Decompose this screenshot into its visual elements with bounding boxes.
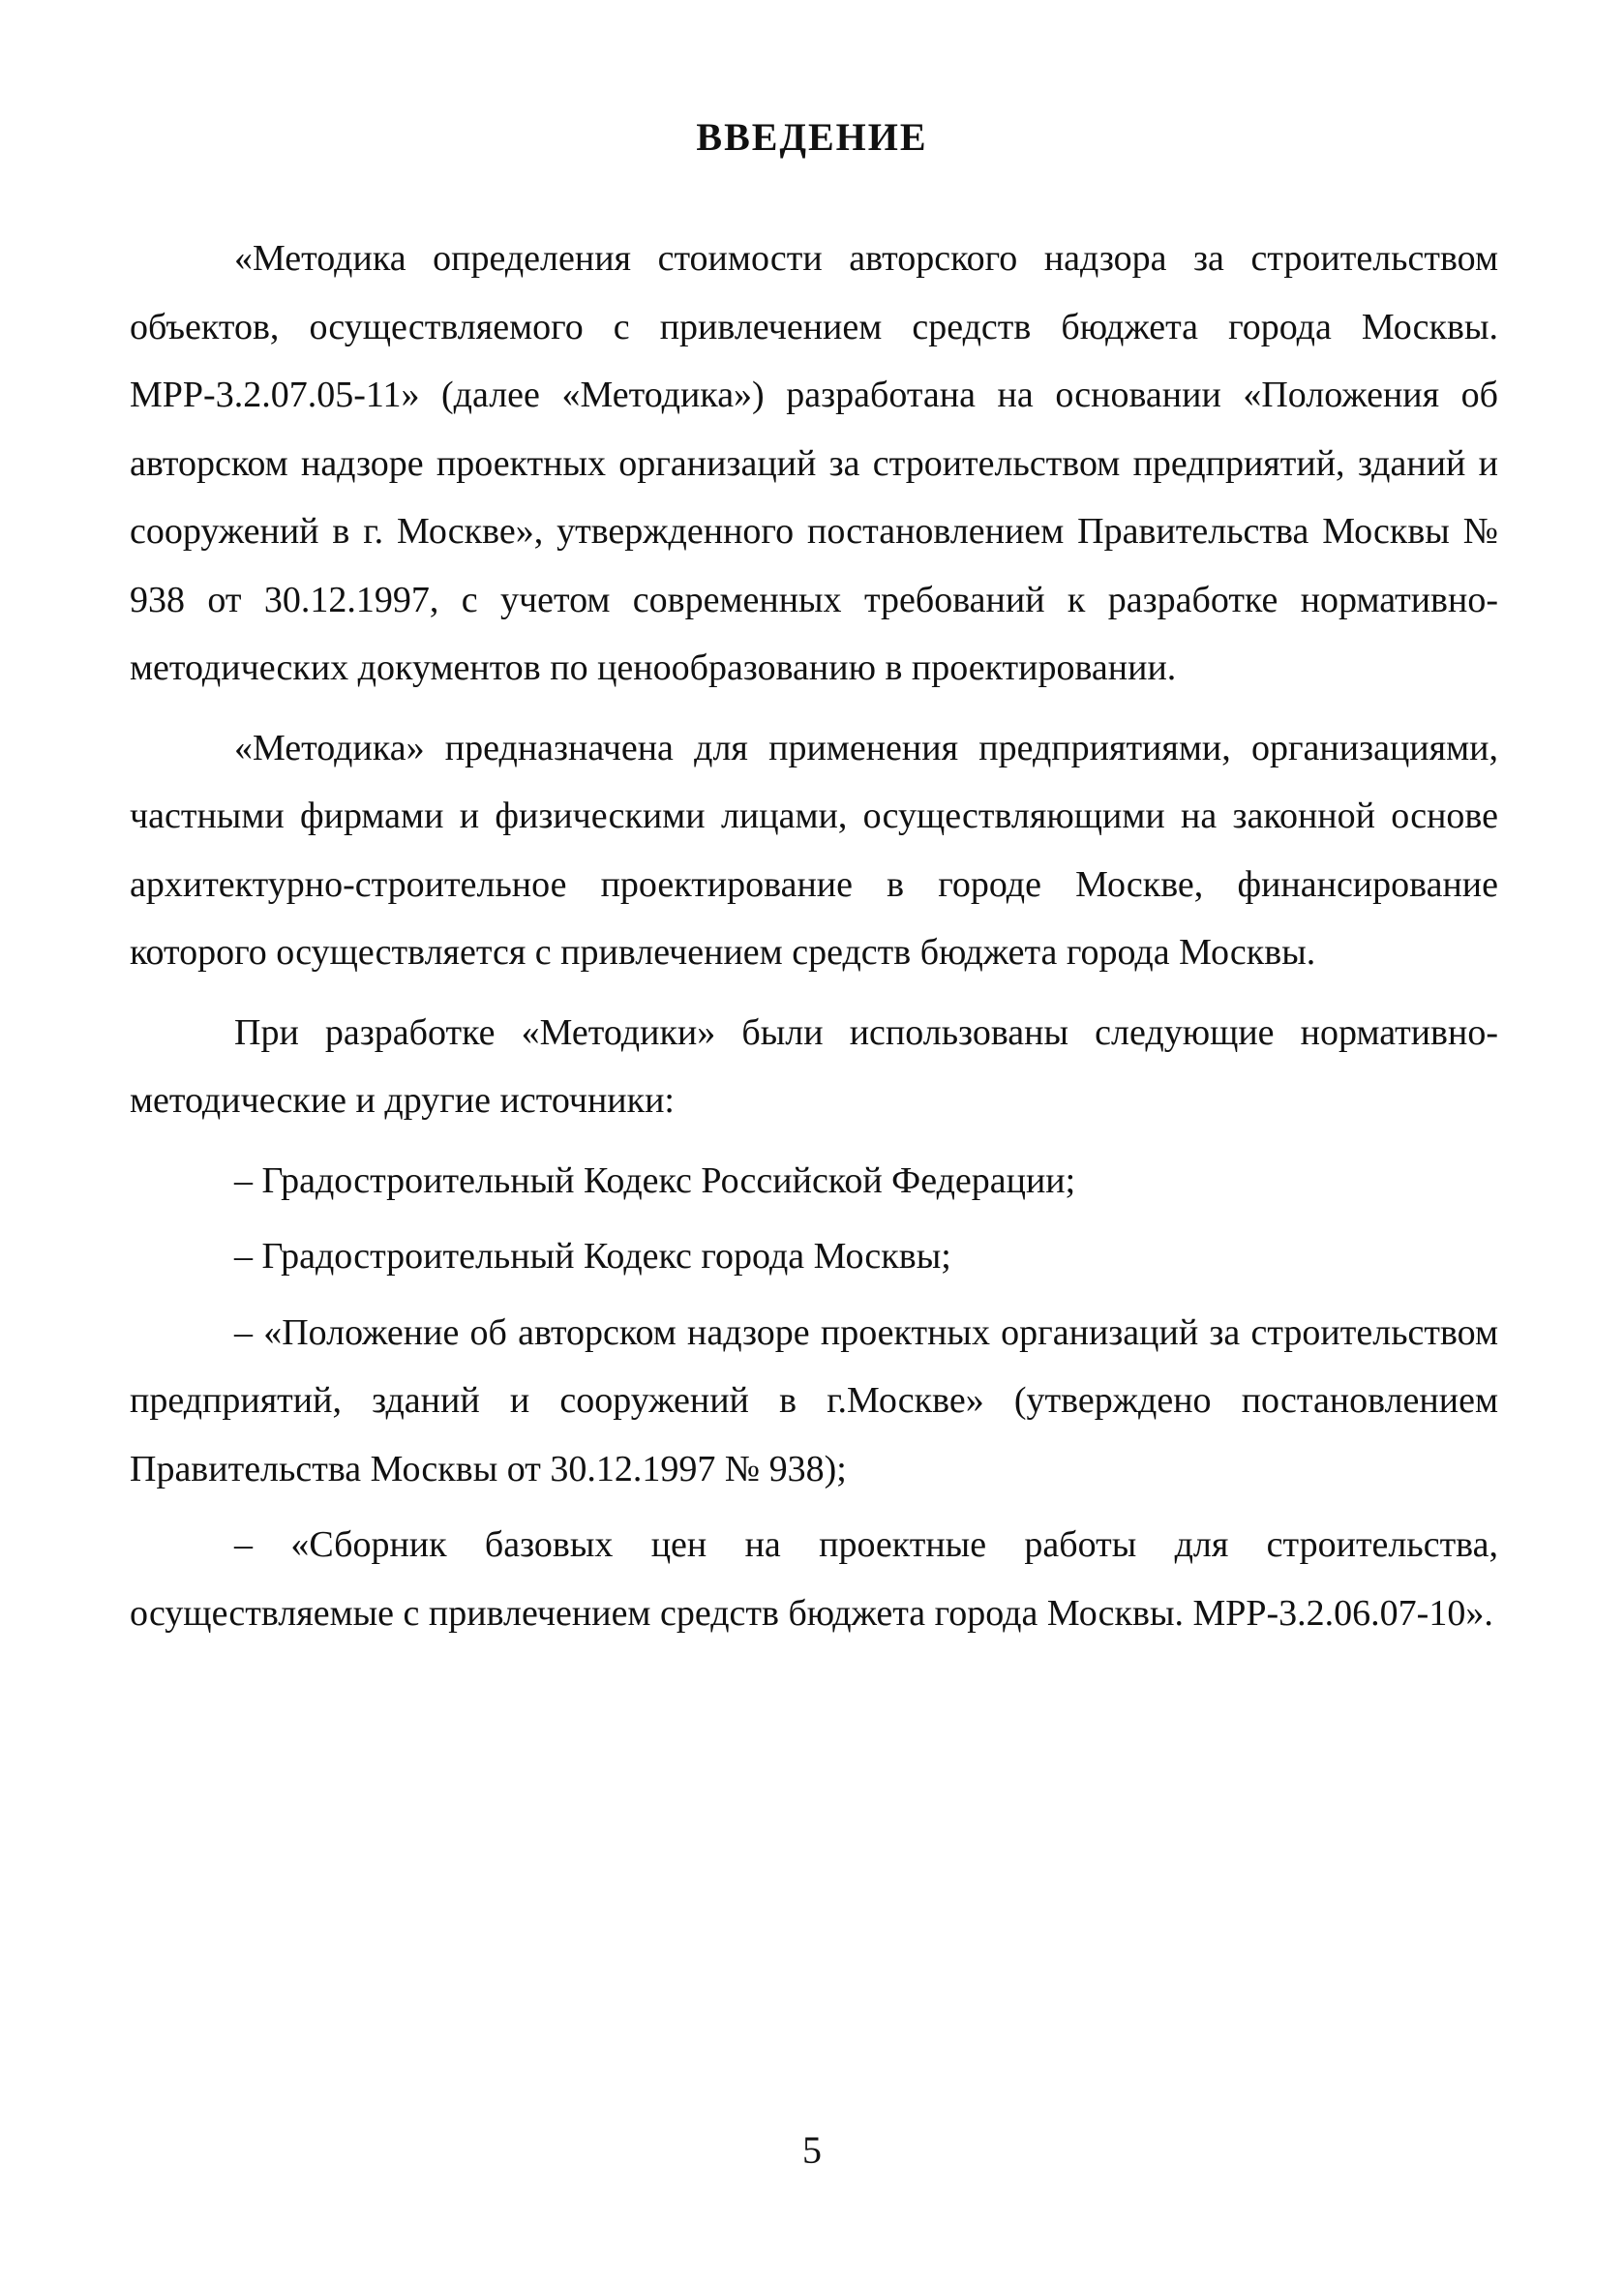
- list-item: – «Положение об авторском надзоре проектных организаций за строительством предприятий, зданий и сооружений в г.Москве» (утверждено постановлением Правительства Москвы от 30.12.1997 № 938);: [130, 1311, 1498, 1489]
- list-item: – «Сборник базовых цен на проектные работы для строительства, осуществляемые с привлечением средств бюджета города Москвы. МРР-3.2.06.07-10».: [130, 1524, 1498, 1634]
- page-number: 5: [802, 2128, 822, 2172]
- list-item: – Градостроительный Кодекс города Москвы;: [234, 1236, 951, 1277]
- document-title: ВВЕДЕНИЕ: [696, 115, 928, 159]
- paragraph-sources-intro: При разработке «Методики» были использованы следующие нормативно-методические и другие источники:: [130, 1011, 1498, 1121]
- sources-list: [130, 1147, 1498, 1648]
- paragraph-intro: «Методика определения стоимости авторского надзора за строительством объектов, осуществляемого с привлечением средств бюджета города Москвы. МРР-3.2.07.05-11» (далее «Методика») разработана на основании «Положения об авторском надзоре проектных организаций за строительством предприятий, зданий и сооружений в г. Москве», утвержденного постановлением Правительства Москвы № 938 от 30.12.1997, с учетом современных требований к разработке нормативно-методических документов по ценообразованию в проектировании.: [130, 238, 1498, 688]
- document-body: [130, 225, 1498, 1655]
- list-item: – Градостроительный Кодекс Российской Федерации;: [234, 1159, 1076, 1201]
- paragraph-purpose: «Методика» предназначена для применения предприятиями, организациями, частными фирмами и физическими лицами, осуществляющими на законной основе архитектурно-строительное проектирование в городе Москве, финансирование которого осуществляется с привлечением средств бюджета города Москвы.: [130, 727, 1498, 973]
